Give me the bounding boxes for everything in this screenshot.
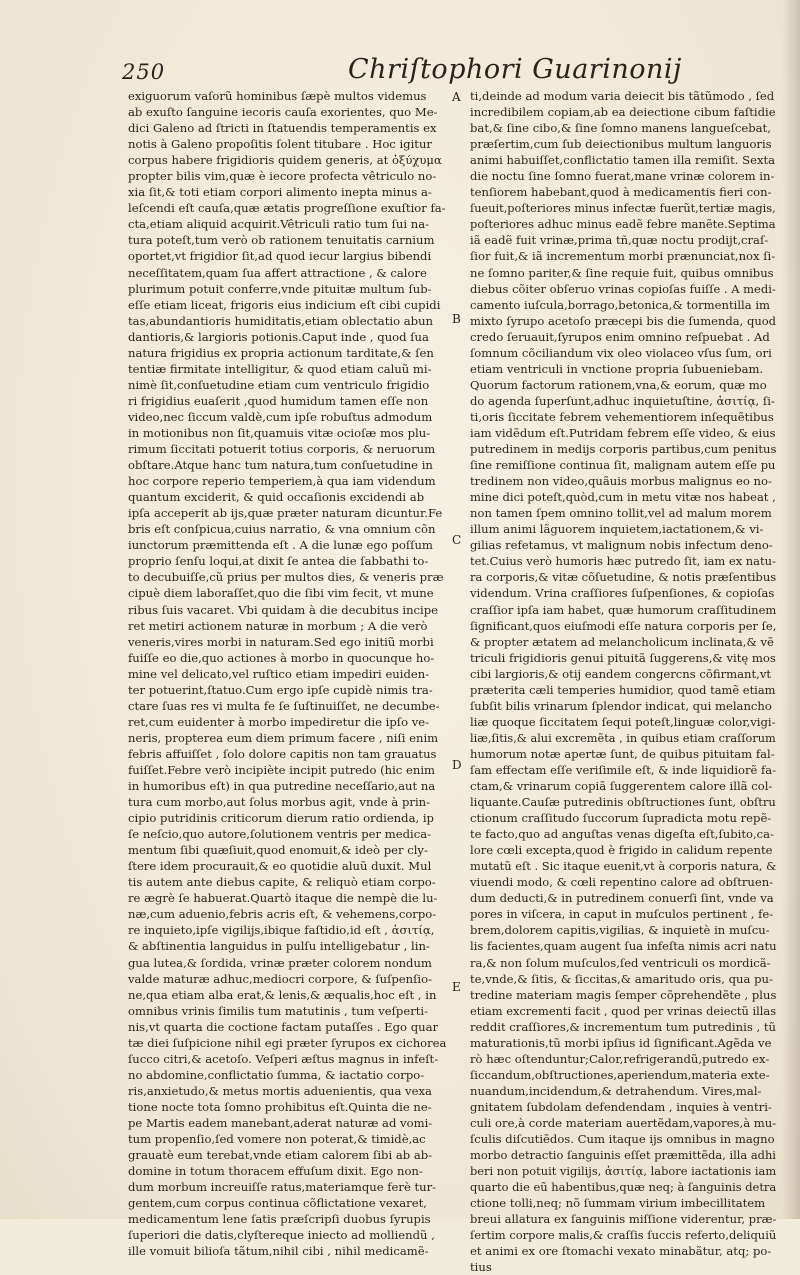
text-line: gua lutea,& ſordida, vrinæ præter colorem nondum bbox=[128, 955, 432, 970]
margin-letter-e: E bbox=[452, 980, 461, 994]
running-title: Chriſtophori Guarinonij bbox=[348, 54, 682, 85]
text-line: neceſſitatem,quam ſua affert attractione , & calore bbox=[128, 265, 427, 280]
text-line: nuandum,incidendum,& detrahendum. Vires,mal- bbox=[470, 1083, 762, 1098]
text-line: bris eſt conſpicua,cuius narratio, & vna omnium cõn bbox=[128, 522, 436, 537]
text-line: camento iuſcula,borrago,betonica,& tormentilla im bbox=[470, 297, 771, 312]
text-line: no abdomine,conflictatio ſumma, & iactatio corpo- bbox=[128, 1067, 425, 1082]
text-line: humorum notæ apertæ ſunt, de quibus pituitam fal- bbox=[470, 746, 775, 761]
text-line: omnibus vrinis ſimilis tum matutinis , tum veſperti- bbox=[128, 1003, 429, 1018]
text-line: mine vel delicato,vel ruſtico etiam impediri euiden- bbox=[128, 666, 430, 681]
text-line: re ægrè ſe habuerat.Quartò itaque die nempè die lu- bbox=[128, 891, 438, 906]
text-line: tredine materiam magis ſemper cõprehendẽte , plus bbox=[470, 987, 777, 1002]
text-line: re inquieto,ipſe vigilijs,ibique faſtidio,id eſt , ἀσιτίᾳ, bbox=[128, 923, 435, 938]
text-line: reddit craſſiores,& incrementum tum putredinis , tũ bbox=[470, 1019, 776, 1034]
text-line: ille vomuit bilioſa tãtum,nihil cibi , nihil medicamẽ- bbox=[128, 1244, 429, 1259]
text-line: tæ diei ſuſpicione nihil egi præter ſyrupos ex cichorea bbox=[128, 1035, 447, 1050]
text-line: ſomnum cõciliandum vix oleo violaceo vſus ſum, ori bbox=[470, 345, 772, 360]
text-line: video,nec ſiccum valdè,cum ipſe robuſtus admodum bbox=[128, 409, 433, 424]
text-line: plurimum potuit conferre,vnde pituitæ multum ſub- bbox=[128, 281, 432, 296]
text-line: maturationis,tũ morbi ipſius id ſignificant.Agẽda ve bbox=[470, 1035, 772, 1050]
text-line: pores in viſcera, in caput in muſculos pertinent , fe- bbox=[470, 907, 774, 922]
text-line: ſubſit bilis vrinarum ſplendor indicat, qui melancho bbox=[470, 698, 772, 713]
text-line: die noctu ſine ſomno fuerat,mane vrinæ colorem in- bbox=[470, 169, 775, 184]
text-line: tet.Cuius verò humoris hæc putredo ſit, iam ex natu- bbox=[470, 554, 776, 569]
text-line: iã eadẽ fuit vrinæ,prima tñ,quæ noctu prodijt,craſ- bbox=[470, 233, 769, 248]
text-line: dum morbum increuiſſe ratus,materiamque ferè tur- bbox=[128, 1180, 437, 1195]
text-line: præterita cæli temperies humidior, quod tamẽ etiam bbox=[470, 682, 776, 697]
text-line: ne ſomno pariter,& ſine requie fuit, quibus omnibus bbox=[470, 265, 774, 280]
text-line: craſſior ipſa iam habet, quæ humorum craſſitudinem bbox=[470, 602, 777, 617]
text-line: to decubuiſſe,cũ prius per multos dies, & veneris præ bbox=[128, 570, 444, 585]
text-line: dum deducti,& in putredinem conuerſi ſint, vnde va bbox=[470, 891, 774, 906]
text-line: tura cum morbo,aut ſolus morbus agit, vnde à prin- bbox=[128, 795, 431, 810]
text-line: animi habuiſſet,conflictatio tamen illa remiſit. Sexta bbox=[470, 153, 776, 168]
text-line: rò hæc oſtenduntur;Calor,refrigerandũ,putredo ex- bbox=[470, 1051, 770, 1066]
text-line: grauatè eum terebat,vnde etiam calorem ſibi ab ab- bbox=[128, 1148, 433, 1163]
text-line: incredibilem copiam,ab ea deiectione cibum faſtidie bbox=[470, 105, 776, 120]
text-line: etiam excrementi facit , quod per vrinas deiectũ illas bbox=[470, 1003, 777, 1018]
text-line: ſucco citri,& acetoſo. Veſperi æſtus magnus in infeſt- bbox=[128, 1051, 439, 1066]
text-line: ter potuerint,ſtatuo.Cum ergo ipſe cupidè nimis tra- bbox=[128, 682, 433, 697]
text-line: gilias refetamus, vt malignum nobis infectum deno- bbox=[470, 538, 773, 553]
text-line: propter bilis vim,quæ è iecore profecta vêtriculo no- bbox=[128, 169, 437, 184]
text-line: ab exuſto ſanguine iecoris cauſa exorientes, quo Me- bbox=[128, 105, 438, 120]
text-line: beri non potuit vigilijs, ἀσιτίᾳ, labore iactationis iam bbox=[470, 1164, 777, 1179]
text-line: proprio ſenſu loqui,at dixit ſe antea die ſabbathi to- bbox=[128, 554, 429, 569]
text-line: ret metiri actionem naturæ in morbum ; A die verò bbox=[128, 618, 428, 633]
text-line: ſe neſcio,quo autore,ſolutionem ventris per medica- bbox=[128, 827, 432, 842]
text-line: ribus ſuis vacaret. Vbi quidam à die decubitus incipe bbox=[128, 602, 439, 617]
text-line: iam vidẽdum eſt.Putridam febrem eſſe video, & eius bbox=[470, 425, 776, 440]
text-line: ctione tolli,neq; nõ ſummam virium imbecillitatem bbox=[470, 1196, 766, 1211]
page-number: 250 bbox=[122, 60, 166, 84]
text-line: ſiccandum,obſtructiones,aperiendum,materia exte- bbox=[470, 1067, 770, 1082]
text-line: tentiæ firmitate intelligitur, & quod etiam caluũ mi- bbox=[128, 361, 432, 376]
text-line: & abſtinentia languidus in pulſu intelligebatur , lin- bbox=[128, 939, 430, 954]
text-line: triculi frigidioris genui pituitã ſuggerens,& vitę mos bbox=[470, 650, 776, 665]
text-line: culi ore,à corde materiam auertẽdam,vapores,à mu- bbox=[470, 1116, 777, 1130]
text-line: ſertim corpore malis,& craſſis ſuccis referto,deliquiũ bbox=[470, 1228, 777, 1243]
text-line: tum propenſio,ſed vomere non poterat,& timidè,ac bbox=[128, 1132, 426, 1147]
text-line: tas,abundantioris humiditatis,etiam oblectatio abun bbox=[128, 313, 433, 328]
text-line: ne,qua etiam alba erat,& lenis,& æqualis,hoc eſt , in bbox=[128, 987, 437, 1002]
text-line: bat,& ſine cibo,& ſine ſomno manens langueſcebat, bbox=[470, 121, 771, 136]
text-line: ſignificant,quos eiuſmodi eſſe natura corporis per ſe, bbox=[470, 618, 777, 633]
margin-letter-c: C bbox=[452, 533, 462, 547]
text-line: nimè ſit,conſuetudine etiam cum ventriculo frigidio bbox=[128, 377, 430, 392]
text-line: non tamen ſpem omnino tollit,vel ad malum morem bbox=[470, 506, 772, 521]
text-line: eſſe etiam liceat, frigoris eius indicium eſt cibi cupidi bbox=[128, 297, 441, 312]
text-line: tius bbox=[470, 1260, 492, 1275]
text-line: medicamentum lene ſatis præſcripſi duobus ſyrupis bbox=[128, 1212, 431, 1227]
text-line: do agenda ſuperſunt,adhuc inquietuſtine, ἀσιτίᾳ, ſi- bbox=[470, 393, 775, 408]
text-line: ra corporis,& vitæ cõſuetudine, & notis præſentibus bbox=[470, 570, 777, 585]
text-line: leſcendi eſt cauſa,quæ ætatis progreſſione exuſtior fa- bbox=[128, 201, 446, 216]
right-text-column bbox=[470, 88, 776, 1275]
text-line: næ,cum aduenio,febris acris eſt, & vehemens,corpo- bbox=[128, 907, 437, 922]
text-line: mutatũ eſt . Sic itaque euenit,vt à corporis natura, & bbox=[470, 859, 777, 874]
text-line: te,vnde,& ſitis, & ſiccitas,& amaritudo oris, qua pu- bbox=[470, 971, 773, 986]
text-line: hoc corpore reperio temperiem,à qua iam videndum bbox=[128, 474, 436, 489]
text-line: poſteriores adhuc minus eadẽ febre manẽte.Septima bbox=[470, 217, 776, 232]
text-line: obſtare.Atque hanc tum natura,tum conſuetudine in bbox=[128, 458, 433, 473]
text-line: ctare ſuas res vi multa fe ſe ſuſtinuiſſet, ne decumbe- bbox=[128, 698, 440, 713]
text-line: ſine remiſſione continua ſit, malignam autem eſſe pu bbox=[470, 458, 776, 473]
text-line: veneris,vires morbi in naturam.Sed ego initiũ morbi bbox=[128, 634, 434, 649]
text-line: domine in totum thoracem effuſum dixit. Ego non- bbox=[128, 1164, 423, 1179]
text-line: dici Galeno ad ſtricti in ſtatuendis temperamentis ex bbox=[128, 121, 437, 136]
text-line: liæ,ſitis,& alui excremẽta , in quibus etiam craſſorum bbox=[470, 730, 776, 745]
text-line: credo ſeruauit,ſyrupos enim omnino reſpuebat . Ad bbox=[470, 329, 770, 344]
text-line: iunctorum præmittenda eſt . A die lunæ ego poſſum bbox=[128, 538, 433, 553]
text-line: viuendi modo, & cœli repentino calore ad obſtruen- bbox=[470, 875, 774, 890]
text-line: putredinem in medijs corporis partibus,cum penitus bbox=[470, 442, 777, 457]
text-line: ſior fuit,& iã incrementum morbi prænunciat,nox ſi- bbox=[470, 249, 776, 264]
text-line: natura frigidius ex propria actionum tarditate,& ſen bbox=[128, 345, 434, 360]
text-line: ipſa acceperit ab ijs,quæ præter naturam dicuntur.Fe bbox=[128, 506, 443, 521]
text-line: præſertim,cum ſub deiectionibus multum languoris bbox=[470, 137, 772, 152]
text-line: breui allatura ex ſanguinis miſſione viderentur, præ- bbox=[470, 1212, 777, 1227]
text-line: corpus habere frigidioris quidem generis, at ὀξύχυμα bbox=[128, 153, 442, 168]
text-line: ſuperiori die datis,clyſtereque iniecto ad molliendũ , bbox=[128, 1228, 435, 1243]
text-line: cta,etiam aliquid acquirit.Vêtriculi ratio tum ſui na- bbox=[128, 217, 430, 232]
left-text-column bbox=[128, 88, 446, 1259]
text-line: tione nocte tota ſomno prohibitus eſt.Quinta die ne- bbox=[128, 1099, 432, 1114]
text-line: tredinem non video,quãuis morbus malignus eo no- bbox=[470, 474, 772, 489]
text-line: xia ſit,& toti etiam corpori alimento inepta minus a- bbox=[128, 185, 432, 200]
text-line: neris, propterea eum diem primum facere , niſi enim bbox=[128, 730, 439, 745]
text-line: ctionum craſſitudo ſuccorum ſupradicta motu repẽ- bbox=[470, 811, 772, 826]
text-line: ctam,& vrinarum copiã ſuggerentem calore illã col- bbox=[470, 779, 773, 794]
text-line: cipio putridinis criticorum dierum ratio ordienda, ip bbox=[128, 811, 434, 826]
text-line: gnitatem ſubdolam defendendam , inquies à ventri- bbox=[470, 1099, 772, 1114]
text-line: febris affuiſſet , ſolo dolore capitis non tam grauatus bbox=[128, 746, 437, 761]
text-line: dantioris,& largioris potionis.Caput inde , quod ſua bbox=[128, 329, 429, 344]
text-line: mixto ſyrupo acetoſo præcepi bis die ſumenda, quod bbox=[470, 313, 777, 328]
text-line: te facto,quo ad anguſtas venas digeſta eſt,ſubito,ca- bbox=[470, 827, 774, 842]
text-line: lore cœli excepta,quod è frigido in calidum repente bbox=[470, 843, 773, 858]
margin-letter-b: B bbox=[452, 312, 461, 326]
text-line: quarto die eũ habentibus,quæ neq; à ſanguinis detra bbox=[470, 1180, 777, 1195]
text-line: et animi ex ore ſtomachi vexato minabãtur, atq; po- bbox=[470, 1244, 772, 1259]
text-line: tura poteſt,tum verò ob rationem tenuitatis carnium bbox=[128, 233, 435, 248]
text-line: rimum ſiccitati potuerit totius corporis, & neruorum bbox=[128, 442, 436, 457]
text-line: ri frigidius euaſerit ,quod humidum tamen eſſe non bbox=[128, 393, 429, 408]
text-line: cibi largioris,& otij eandem congercns cõfirmant,vt bbox=[470, 666, 772, 681]
text-line: diebus cõiter obſeruo vrinas copioſas fuiſſe . A medi- bbox=[470, 281, 776, 296]
text-line: tenſiorem habebant,quod à medicamentis fieri con- bbox=[470, 185, 772, 200]
text-line: etiam ventriculi in vnctione propria ſubueniebam. bbox=[470, 361, 764, 376]
text-line: & propter ætatem ad melancholicum inclinata,& vẽ bbox=[470, 634, 774, 649]
text-line: valde maturæ adhuc,mediocri corpore, & ſuſpenſio- bbox=[128, 971, 433, 986]
margin-letter-d: D bbox=[452, 758, 462, 772]
text-line: gentem,cum corpus continua cõflictatione vexaret, bbox=[128, 1196, 427, 1211]
text-line: Quorum factorum rationem,vna,& eorum, quæ mo bbox=[470, 377, 767, 392]
text-line: ret,cum euidenter à morbo impediretur die ipſo ve- bbox=[128, 714, 430, 729]
text-line: ſtere idem procurauit,& eo quotidie aluũ duxit. Mul bbox=[128, 859, 432, 874]
text-line: liquante.Cauſæ putredinis obſtructiones ſunt, obſtru bbox=[470, 795, 776, 810]
text-line: oportet,vt frigidior ſit,ad quod iecur largius bibendi bbox=[128, 249, 432, 264]
text-line: ti,deinde ad modum varia deiecit bis tãtũmodo , ſed bbox=[470, 89, 775, 103]
text-line: ſculis diſcutiẽdos. Cum itaque ijs omnibus in magno bbox=[470, 1132, 775, 1147]
text-line: fuiſſet.Febre verò incipiète incipit putredo (hic enim bbox=[128, 762, 436, 777]
text-line: quantum exciderit, & quid occaſionis excidendi ab bbox=[128, 490, 425, 505]
text-line: ſueuit,poſteriores minus infectæ fuerũt,tertiæ magis, bbox=[470, 201, 776, 216]
text-line: illum animi lãguorem inquietem,iactationem,& vi- bbox=[470, 522, 764, 537]
text-line: tis autem ante diebus capite, & reliquò etiam corpo- bbox=[128, 875, 436, 890]
text-line: in humoribus eſt) in qua putredine neceſſario,aut na bbox=[128, 779, 436, 794]
text-line: fuiſſe eo die,quo actiones à morbo in quocunque ho- bbox=[128, 650, 435, 665]
text-line: mine dici poteſt,quòd,cum in metu vitæ nos habeat , bbox=[470, 490, 776, 505]
text-line: brem,dolorem capitis,vigilias, & inquietè in muſcu- bbox=[470, 923, 770, 938]
text-line: lis facientes,quam augent ſua infeſta nimis acri natu bbox=[470, 939, 777, 954]
text-line: nis,vt quarta die coctione factam putaſſes . Ego quar bbox=[128, 1019, 439, 1034]
text-line: exiguorum vaſorũ hominibus ſæpè multos videmus bbox=[128, 89, 427, 103]
text-line: ra,& non ſolum muſculos,ſed ventriculi os mordicã- bbox=[470, 955, 771, 970]
text-line: ti,oris ſiccitate febrem vehementiorem inſequẽtibus bbox=[470, 409, 774, 424]
text-line: mentum ſibi quæſiuit,quod enomuit,& ideò per cly- bbox=[128, 843, 428, 858]
text-line: videndum. Vrina craſſiores ſuſpenſiones, & copioſas bbox=[470, 586, 775, 601]
text-line: ris,anxietudo,& metus mortis aduenientis, qua vexa bbox=[128, 1083, 432, 1098]
margin-letter-a: A bbox=[452, 90, 461, 104]
text-line: pe Martis eadem manebant,aderat naturæ ad vomi- bbox=[128, 1116, 433, 1130]
text-line: cipuè diem laboraſſet,quo die ſibi vim fecit, vt mune bbox=[128, 586, 434, 601]
page-header bbox=[118, 52, 778, 92]
text-line: ſam effectam eſſe veriſimile eſt, & inde liquidiorẽ fa- bbox=[470, 762, 777, 777]
text-line: morbo detractio ſanguinis eſſet præmittẽda, illa adhi bbox=[470, 1148, 776, 1163]
text-line: liæ quoque ſiccitatem ſequi poteſt,linguæ color,vigi- bbox=[470, 714, 776, 729]
text-line: in motionibus non ſit,quamuis vitæ ocioſæ mos plu- bbox=[128, 425, 431, 440]
text-line: notis à Galeno propoſitis ſolent titubare . Hoc igitur bbox=[128, 137, 432, 152]
page-edge-shadow bbox=[782, 0, 800, 1219]
